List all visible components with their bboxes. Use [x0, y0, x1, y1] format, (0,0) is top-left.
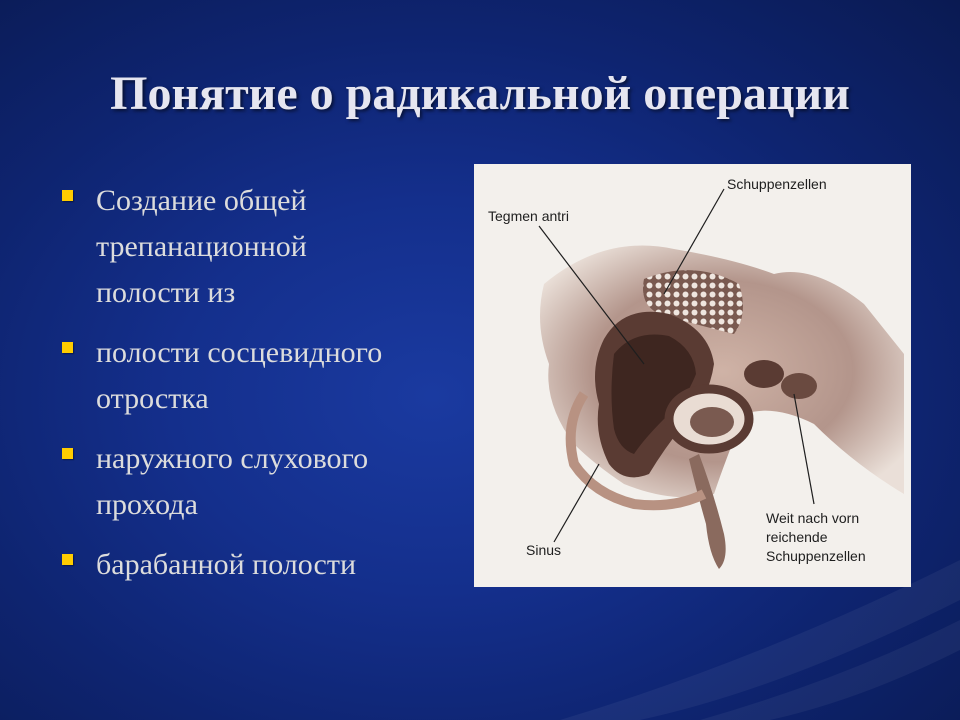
label-weit-nach-vorn: Weit nach vorn — [766, 510, 860, 526]
bullet-item — [60, 178, 460, 316]
bullet-line: барабанной полости — [96, 548, 356, 581]
label-tegmen-antri: Tegmen antri — [488, 208, 569, 224]
bullet-marker — [62, 554, 73, 565]
anatomy-figure — [474, 164, 911, 587]
bullet-line: трепанационной — [96, 230, 307, 263]
bullet-line: Создание общей — [96, 184, 307, 217]
bullet-item — [60, 542, 460, 588]
bullet-line: прохода — [96, 488, 198, 521]
bullet-marker — [62, 190, 73, 201]
bullet-line: полости сосцевидного — [96, 336, 383, 369]
bullet-item — [60, 436, 460, 528]
bullet-line: полости из — [96, 276, 236, 309]
bullet-marker — [62, 448, 73, 459]
label-reichende-schuppenzellen: Schuppenzellen — [766, 548, 866, 564]
bullet-item — [60, 330, 460, 422]
bullet-line: наружного слухового — [96, 442, 369, 475]
label-reichende: reichende — [766, 529, 828, 545]
temporal-bone-illustration — [474, 164, 911, 587]
label-schuppenzellen: Schuppenzellen — [727, 176, 827, 192]
bullet-line: отростка — [96, 382, 209, 415]
bullet-marker — [62, 342, 73, 353]
slide-title: Понятие о радикальной операции — [110, 67, 850, 120]
label-sinus: Sinus — [526, 542, 562, 558]
bullet-list — [60, 178, 460, 602]
